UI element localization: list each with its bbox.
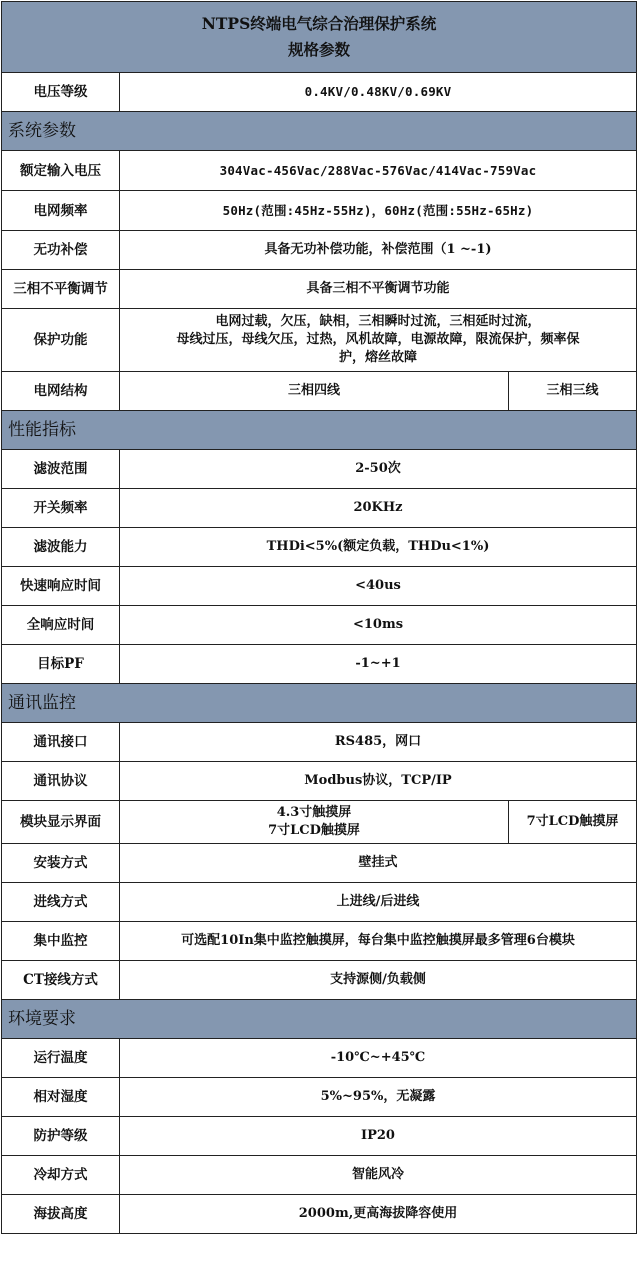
protection-line-1: 电网过载，欠压，缺相，三相瞬时过流，三相延时过流， <box>215 314 541 329</box>
row-label: 海拔高度 <box>2 1195 120 1234</box>
table-row <box>2 723 637 762</box>
row-label: 运行温度 <box>2 1039 120 1078</box>
row-value: 可选配10In集中监控触摸屏，每台集中监控触摸屏最多管理6台模块 <box>120 922 637 961</box>
spec-table <box>1 1 637 1234</box>
row-label: 集中监控 <box>2 922 120 961</box>
table-row <box>2 151 637 191</box>
row-value-option-a <box>120 801 509 844</box>
protection-line-3: 护，熔丝故障 <box>338 350 417 365</box>
table-row <box>2 883 637 922</box>
row-value: 20KHz <box>120 489 637 528</box>
row-label: 目标PF <box>2 645 120 684</box>
row-label: 防护等级 <box>2 1117 120 1156</box>
section-header <box>2 684 637 723</box>
section-title-performance: 性能指标 <box>2 411 637 450</box>
row-label: 电网结构 <box>2 372 120 411</box>
row-value-option-b: 三相三线 <box>509 372 637 411</box>
section-header <box>2 1000 637 1039</box>
row-value: -10℃~+45℃ <box>120 1039 637 1078</box>
row-value: 智能风冷 <box>120 1156 637 1195</box>
row-label: 模块显示界面 <box>2 801 120 844</box>
row-label: 无功补偿 <box>2 231 120 270</box>
row-value: <10ms <box>120 606 637 645</box>
table-row <box>2 1078 637 1117</box>
row-value: 上进线/后进线 <box>120 883 637 922</box>
row-label: 滤波范围 <box>2 450 120 489</box>
row-value-option-a: 三相四线 <box>120 372 509 411</box>
row-label: 进线方式 <box>2 883 120 922</box>
row-label: 保护功能 <box>2 309 120 372</box>
row-label: 额定输入电压 <box>2 151 120 191</box>
table-row <box>2 801 637 844</box>
row-value: 2000m,更高海拔降容使用 <box>120 1195 637 1234</box>
row-label: 冷却方式 <box>2 1156 120 1195</box>
section-title-system: 系统参数 <box>2 112 637 151</box>
table-row <box>2 922 637 961</box>
row-label: 通讯协议 <box>2 762 120 801</box>
section-header <box>2 112 637 151</box>
table-row <box>2 1156 637 1195</box>
title-row <box>2 2 637 73</box>
row-value: 支持源侧/负载侧 <box>120 961 637 1000</box>
table-row <box>2 1195 637 1234</box>
row-value: RS485，网口 <box>120 723 637 762</box>
table-row <box>2 191 637 231</box>
table-row <box>2 450 637 489</box>
table-row <box>2 645 637 684</box>
table-row <box>2 231 637 270</box>
page-subtitle: 规格参数 <box>287 40 350 59</box>
row-value: 50Hz(范围:45Hz-55Hz)，60Hz(范围:55Hz-65Hz) <box>120 191 637 231</box>
table-row <box>2 372 637 411</box>
table-row <box>2 270 637 309</box>
row-value: 壁挂式 <box>120 844 637 883</box>
row-value: 具备无功补偿功能，补偿范围（1 ~-1) <box>120 231 637 270</box>
row-value: Modbus协议，TCP/IP <box>120 762 637 801</box>
table-row <box>2 73 637 112</box>
table-row <box>2 489 637 528</box>
row-value-option-b: 7寸LCD触摸屏 <box>509 801 637 844</box>
row-label: 电压等级 <box>2 73 120 112</box>
table-row <box>2 528 637 567</box>
row-label: 通讯接口 <box>2 723 120 762</box>
section-header <box>2 411 637 450</box>
spec-sheet <box>1 1 636 1234</box>
protection-line-2: 母线过压，母线欠压，过热，风机故障，电源故障，限流保护，频率保 <box>176 332 580 347</box>
row-value: 2-50次 <box>120 450 637 489</box>
table-row <box>2 844 637 883</box>
row-label: 快速响应时间 <box>2 567 120 606</box>
row-value: IP20 <box>120 1117 637 1156</box>
row-value: 具备三相不平衡调节功能 <box>120 270 637 309</box>
row-value: 5%~95%，无凝露 <box>120 1078 637 1117</box>
table-row <box>2 762 637 801</box>
row-label: 全响应时间 <box>2 606 120 645</box>
row-value <box>120 309 637 372</box>
page-title: NTPS终端电气综合治理保护系统 <box>201 14 437 33</box>
display-option-a-line-1: 4.3寸触摸屏 <box>276 805 352 820</box>
row-label: 三相不平衡调节 <box>2 270 120 309</box>
section-title-communication: 通讯监控 <box>2 684 637 723</box>
row-label: 开关频率 <box>2 489 120 528</box>
table-row <box>2 309 637 372</box>
row-value: -1~+1 <box>120 645 637 684</box>
table-row <box>2 961 637 1000</box>
row-value: 0.4KV/0.48KV/0.69KV <box>120 73 637 112</box>
row-label: 滤波能力 <box>2 528 120 567</box>
row-label: 电网频率 <box>2 191 120 231</box>
section-title-environment: 环境要求 <box>2 1000 637 1039</box>
display-option-a-line-2: 7寸LCD触摸屏 <box>268 823 360 838</box>
title-cell <box>2 2 637 73</box>
table-row <box>2 606 637 645</box>
row-label: 安装方式 <box>2 844 120 883</box>
table-row <box>2 567 637 606</box>
row-label: CT接线方式 <box>2 961 120 1000</box>
row-value: THDi<5%(额定负载，THDu<1%) <box>120 528 637 567</box>
table-row <box>2 1117 637 1156</box>
row-label: 相对湿度 <box>2 1078 120 1117</box>
table-row <box>2 1039 637 1078</box>
row-value: <40us <box>120 567 637 606</box>
row-value: 304Vac-456Vac/288Vac-576Vac/414Vac-759Vac <box>120 151 637 191</box>
